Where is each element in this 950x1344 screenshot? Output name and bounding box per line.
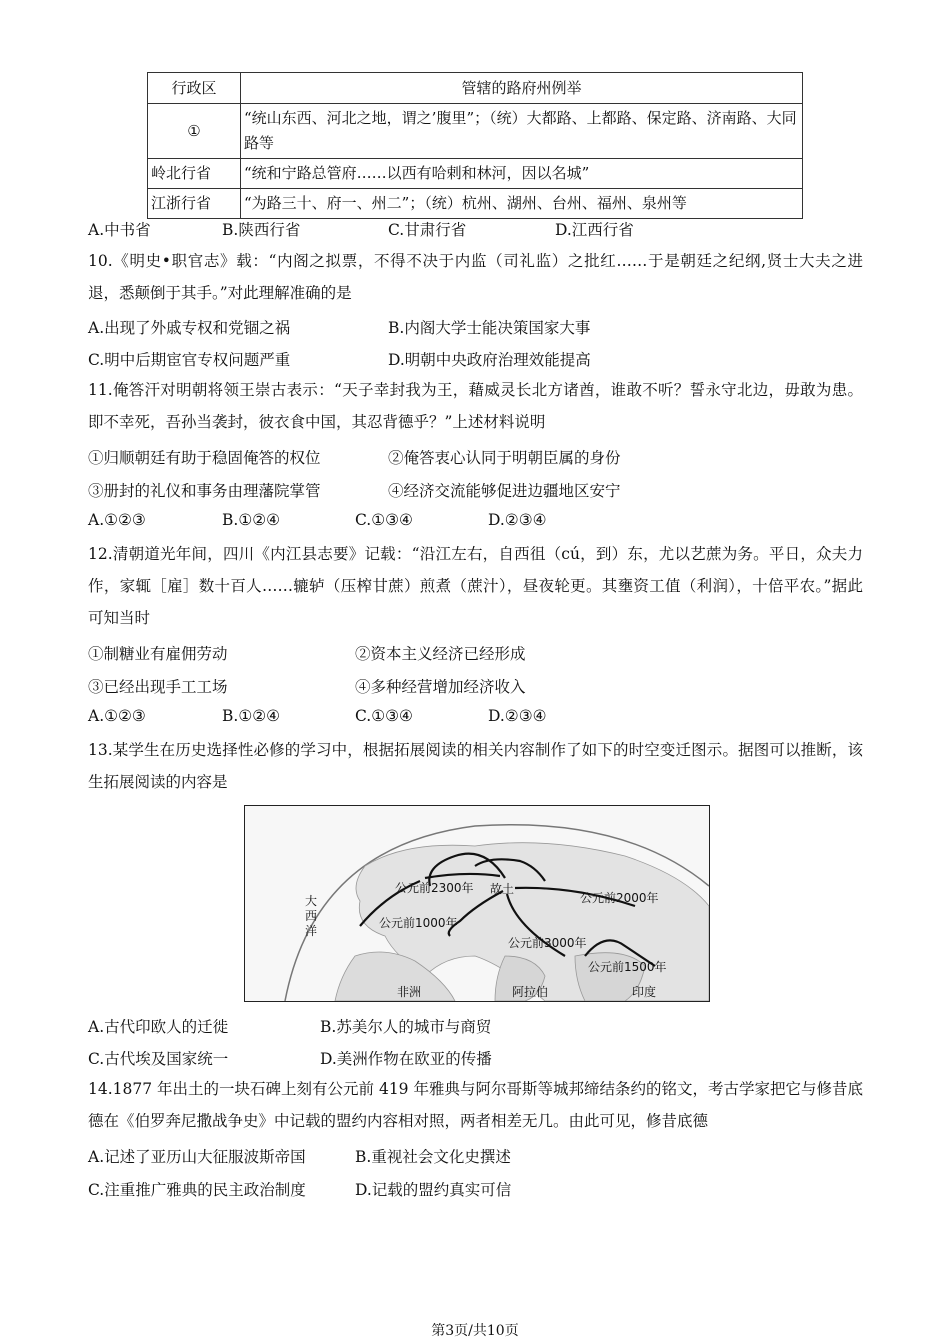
table-row bbox=[148, 189, 803, 219]
label-india: 印度 bbox=[632, 985, 657, 999]
q12-option-b: B.①②④ bbox=[222, 707, 281, 725]
label-bc1000: 公元前1000年 bbox=[379, 916, 458, 930]
label-bc3000: 公元前3000年 bbox=[508, 936, 587, 950]
admin-region-table bbox=[147, 72, 803, 219]
table-cell-content: “统山东西、河北之地，谓之’腹里”；（统）大都路、上都路、保定路、济南路、大同路等 bbox=[241, 104, 803, 159]
label-africa: 非洲 bbox=[397, 985, 422, 999]
table-cell-region: ① bbox=[148, 104, 241, 159]
table-cell-content: “统和宁路总管府……以西有哈剌和林河，因以名城” bbox=[241, 159, 803, 189]
q12-item: ③已经出现手工工场 bbox=[88, 678, 228, 696]
q11-option-a: A.①②③ bbox=[88, 511, 146, 529]
q13-option-b: B.苏美尔人的城市与商贸 bbox=[320, 1018, 492, 1036]
q11-option-d: D.②③④ bbox=[488, 511, 547, 529]
q12-option-a: A.①②③ bbox=[88, 707, 146, 725]
table-header-row bbox=[148, 73, 803, 104]
q11-option-c: C.①③④ bbox=[355, 511, 413, 529]
q12-item: ④多种经营增加经济收入 bbox=[355, 678, 526, 696]
q12-option-d: D.②③④ bbox=[488, 707, 547, 725]
q10-option-c: C.明中后期宦官专权问题严重 bbox=[88, 351, 291, 369]
q13-option-c: C.古代埃及国家统一 bbox=[88, 1050, 229, 1068]
q12-item: ①制糖业有雇佣劳动 bbox=[88, 645, 228, 663]
q14-option-c: C.注重推广雅典的民主政治制度 bbox=[88, 1181, 306, 1199]
label-bc1500: 公元前1500年 bbox=[588, 960, 667, 974]
label-bc2300: 公元前2300年 bbox=[395, 881, 474, 895]
q10-option-a: A.出现了外戚专权和党锢之祸 bbox=[88, 319, 291, 337]
label-arabia: 阿拉伯 bbox=[512, 985, 549, 999]
q12-item: ②资本主义经济已经形成 bbox=[355, 645, 526, 663]
q10-option-b: B.内阁大学士能决策国家大事 bbox=[388, 319, 591, 337]
q14-option-a: A.记述了亚历山大征服波斯帝国 bbox=[88, 1148, 306, 1166]
q9-option-d: D.江西行省 bbox=[555, 221, 634, 239]
label-atlantic: 大西洋 bbox=[305, 894, 318, 938]
q11-item: ②俺答衷心认同于明朝臣属的身份 bbox=[388, 449, 621, 467]
q11-item: ①归顺朝廷有助于稳固俺答的权位 bbox=[88, 449, 321, 467]
table-header-cell: 行政区 bbox=[148, 73, 241, 104]
label-bc2000: 公元前2000年 bbox=[580, 891, 659, 905]
q13-option-a: A.古代印欧人的迁徙 bbox=[88, 1018, 229, 1036]
table-cell-content: “为路三十、府一、州二”；（统）杭州、湖州、台州、福州、泉州等 bbox=[241, 189, 803, 219]
q11-stem: 11.俺答汗对明朝将领王崇古表示：“天子幸封我为王，藉威灵长北方诸酋，谁敢不听？誓永守北边，毋敢为患。即不幸死，吾孙当袭封，彼衣食中国，其忍背德乎？”上述材料说明 bbox=[88, 381, 863, 431]
q14-option-b: B.重视社会文化史撰述 bbox=[355, 1148, 511, 1166]
q9-option-a: A.中书省 bbox=[88, 221, 151, 239]
q9-option-b: B.陕西行省 bbox=[222, 221, 301, 239]
q14-stem: 14.1877 年出土的一块石碑上刻有公元前 419 年雅典与阿尔哥斯等城邦缔结条约的铭文，考古学家把它与修昔底德在《伯罗奔尼撒战争史》中记载的盟约内容相对照，两者相差无几。由此可见，修昔底德 bbox=[88, 1080, 863, 1130]
q13-option-d: D.美洲作物在欧亚的传播 bbox=[320, 1050, 492, 1068]
q9-option-c: C.甘肃行省 bbox=[388, 221, 467, 239]
table-cell-region: 江浙行省 bbox=[148, 189, 241, 219]
q14-option-d: D.记载的盟约真实可信 bbox=[355, 1181, 512, 1199]
table-cell-region: 岭北行省 bbox=[148, 159, 241, 189]
q12-stem: 12.清朝道光年间，四川《内江县志要》记载：“沿江左右，自西徂（cú，到）东，尤以艺蔗为务。平日，众夫力作，家辄［雇］数十百人……辘轳（压榨甘蔗）煎煮（蔗汁），昼夜轮更。其壅资工值（利润），十倍平农。”据此可知当时 bbox=[88, 545, 863, 627]
table-row bbox=[148, 159, 803, 189]
table-row bbox=[148, 104, 803, 159]
q12-option-c: C.①③④ bbox=[355, 707, 413, 725]
q10-option-d: D.明朝中央政府治理效能提高 bbox=[388, 351, 591, 369]
migration-map bbox=[244, 805, 710, 1002]
table-header-cell: 管辖的路府州例举 bbox=[241, 73, 803, 104]
label-homeland: 故土 bbox=[490, 882, 515, 896]
q11-option-b: B.①②④ bbox=[222, 511, 281, 529]
page-footer: 第3页/共10页 bbox=[431, 1323, 519, 1339]
q11-item: ③册封的礼仪和事务由理藩院掌管 bbox=[88, 482, 321, 500]
q10-stem: 10.《明史•职官志》载：“内阁之拟票，不得不决于内监（司礼监）之批红……于是朝廷之纪纲,贤士大夫之进退，悉颠倒于其手。”对此理解准确的是 bbox=[88, 252, 863, 302]
q13-stem: 13.某学生在历史选择性必修的学习中，根据拓展阅读的相关内容制作了如下的时空变迁图示。据图可以推断，该生拓展阅读的内容是 bbox=[88, 741, 863, 791]
q11-item: ④经济交流能够促进边疆地区安宁 bbox=[388, 482, 621, 500]
